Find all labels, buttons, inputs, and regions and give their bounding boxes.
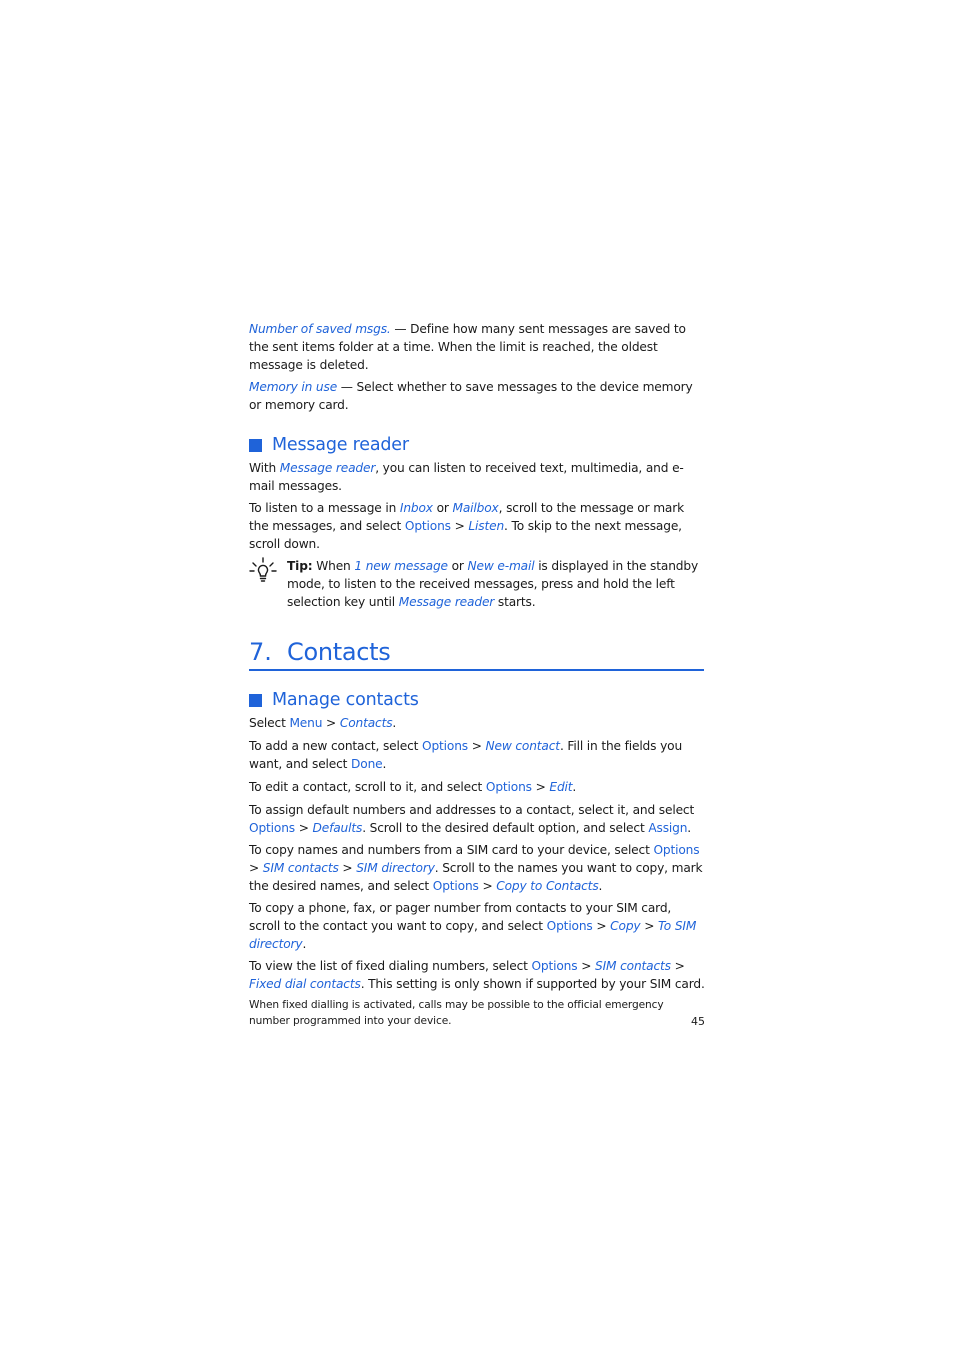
term-options: Options xyxy=(653,843,700,857)
term-listen: Listen xyxy=(468,519,505,533)
heading-message-reader xyxy=(249,434,705,456)
text-span: To listen to a message in xyxy=(249,501,400,515)
heading-message-reader-text: Message reader xyxy=(272,435,409,455)
text-span: To assign default numbers and addresses to a contact, select it, and select xyxy=(249,803,695,817)
term-new-email: New e-mail xyxy=(467,559,535,573)
term-sim-directory: SIM directory xyxy=(356,861,435,875)
text-span: . Fill in the fields you want, and select xyxy=(249,739,683,771)
text-span: > xyxy=(249,861,263,875)
contacts-fixed-dialing xyxy=(249,957,705,993)
text-span: With xyxy=(249,461,280,475)
message-reader-listen xyxy=(249,499,705,553)
text-span: starts. xyxy=(494,595,536,609)
text-span: To view the list of fixed dialing numbers, select xyxy=(249,959,532,973)
contacts-add xyxy=(249,737,705,773)
text-span: Select xyxy=(249,716,290,730)
contacts-copy-from-sim xyxy=(249,841,705,895)
text-span: . xyxy=(598,879,603,893)
heading-square-icon xyxy=(249,694,262,707)
text-span: > xyxy=(640,919,658,933)
term-copy-to-contacts: Copy to Contacts xyxy=(496,879,599,893)
tip-label: Tip: xyxy=(287,559,313,573)
term-options: Options xyxy=(422,739,468,753)
text-span: When xyxy=(312,559,355,573)
term-edit: Edit xyxy=(549,780,573,794)
term-options: Options xyxy=(432,879,479,893)
text-span: > xyxy=(468,739,486,753)
text-span: > xyxy=(322,716,340,730)
text-span: > xyxy=(478,879,497,893)
text-span: is displayed in the standby mode, to listen to the received messages, press and hold the left selection key until xyxy=(287,559,699,609)
text-span: . xyxy=(302,937,307,951)
heading-manage-contacts-text: Manage contacts xyxy=(272,690,419,710)
heading-square-icon xyxy=(249,439,262,452)
term-menu: Menu xyxy=(289,716,323,730)
term-assign: Assign xyxy=(648,821,688,835)
text-span: , scroll to the message or mark the messages, and select xyxy=(249,501,684,533)
term-options: Options xyxy=(404,519,451,533)
term-to-sim-directory: To SIM directory xyxy=(249,919,697,951)
text-span: > xyxy=(592,919,611,933)
text-span: , you can listen to received text, multimedia, and e-mail messages. xyxy=(249,461,684,493)
text-span: > xyxy=(294,821,313,835)
term-contacts: Contacts xyxy=(339,716,393,730)
contacts-copy-to-sim xyxy=(249,899,705,953)
text-span: . To skip to the next message, scroll down. xyxy=(249,519,682,551)
term-message-reader: Message reader xyxy=(279,461,376,475)
text-span: . Scroll to the desired default option, and select xyxy=(362,821,649,835)
text-span: > xyxy=(338,861,357,875)
contacts-select-menu xyxy=(249,714,705,732)
tip-box xyxy=(249,557,705,611)
lightbulb-icon xyxy=(249,557,287,611)
text-span: > xyxy=(670,959,685,973)
text-span: . xyxy=(572,780,577,794)
term-options: Options xyxy=(485,780,532,794)
text-span: To copy a phone, fax, or pager number from contacts to your SIM card, scroll to the contact you want to copy, and select xyxy=(249,901,672,933)
text-span: . This setting is only shown if supported by your SIM card. xyxy=(360,977,705,991)
term-options: Options xyxy=(531,959,578,973)
chapter-heading xyxy=(249,637,704,671)
fixed-dialling-note: When fixed dialling is activated, calls may be possible to the official emergency number programmed into your device. xyxy=(249,999,664,1027)
text-span: . xyxy=(392,716,397,730)
text-span: . xyxy=(382,757,387,771)
chapter-number: 7. xyxy=(249,638,272,666)
tip-text xyxy=(287,557,705,611)
term-options: Options xyxy=(546,919,593,933)
term-sim-contacts: SIM contacts xyxy=(594,959,671,973)
text-span: or xyxy=(447,559,468,573)
text-span: or xyxy=(432,501,453,515)
term-new-contact: New contact xyxy=(485,739,560,753)
intro-memory-in-use xyxy=(249,378,705,414)
contacts-defaults xyxy=(249,801,705,837)
chapter-title: Contacts xyxy=(287,638,391,666)
document-page xyxy=(249,320,705,1029)
term-inbox: Inbox xyxy=(399,501,433,515)
text-span: To add a new contact, select xyxy=(249,739,423,753)
term-defaults: Defaults xyxy=(312,821,363,835)
text-span: > xyxy=(450,519,469,533)
term-number-of-saved-msgs: Number of saved msgs. xyxy=(249,322,391,336)
term-copy: Copy xyxy=(610,919,641,933)
heading-manage-contacts xyxy=(249,689,705,711)
intro-saved-msgs-text: — Define how many sent messages are saved to the sent items folder at a time. When the limit is reached, the oldest message is deleted. xyxy=(249,322,686,372)
intro-saved-msgs xyxy=(249,320,705,374)
text-span: To copy names and numbers from a SIM card to your device, select xyxy=(249,843,654,857)
contacts-edit xyxy=(249,778,705,796)
text-span: . Scroll to the names you want to copy, mark the desired names, and select xyxy=(249,861,703,893)
text-span: > xyxy=(577,959,595,973)
text-span: > xyxy=(531,780,550,794)
term-memory-in-use: Memory in use xyxy=(249,380,338,394)
term-done: Done xyxy=(351,757,383,771)
term-message-reader-2: Message reader xyxy=(398,595,495,609)
term-1-new-message: 1 new message xyxy=(354,559,448,573)
text-span: . xyxy=(687,821,692,835)
message-reader-intro xyxy=(249,459,705,495)
text-span: To edit a contact, scroll to it, and select xyxy=(249,780,486,794)
term-sim-contacts: SIM contacts xyxy=(262,861,339,875)
term-mailbox: Mailbox xyxy=(452,501,499,515)
intro-memory-text: — Select whether to save messages to the device memory or memory card. xyxy=(249,380,693,412)
term-fixed-dial-contacts: Fixed dial contacts xyxy=(249,977,361,991)
term-options: Options xyxy=(249,821,295,835)
page-number: 45 xyxy=(691,1015,705,1028)
